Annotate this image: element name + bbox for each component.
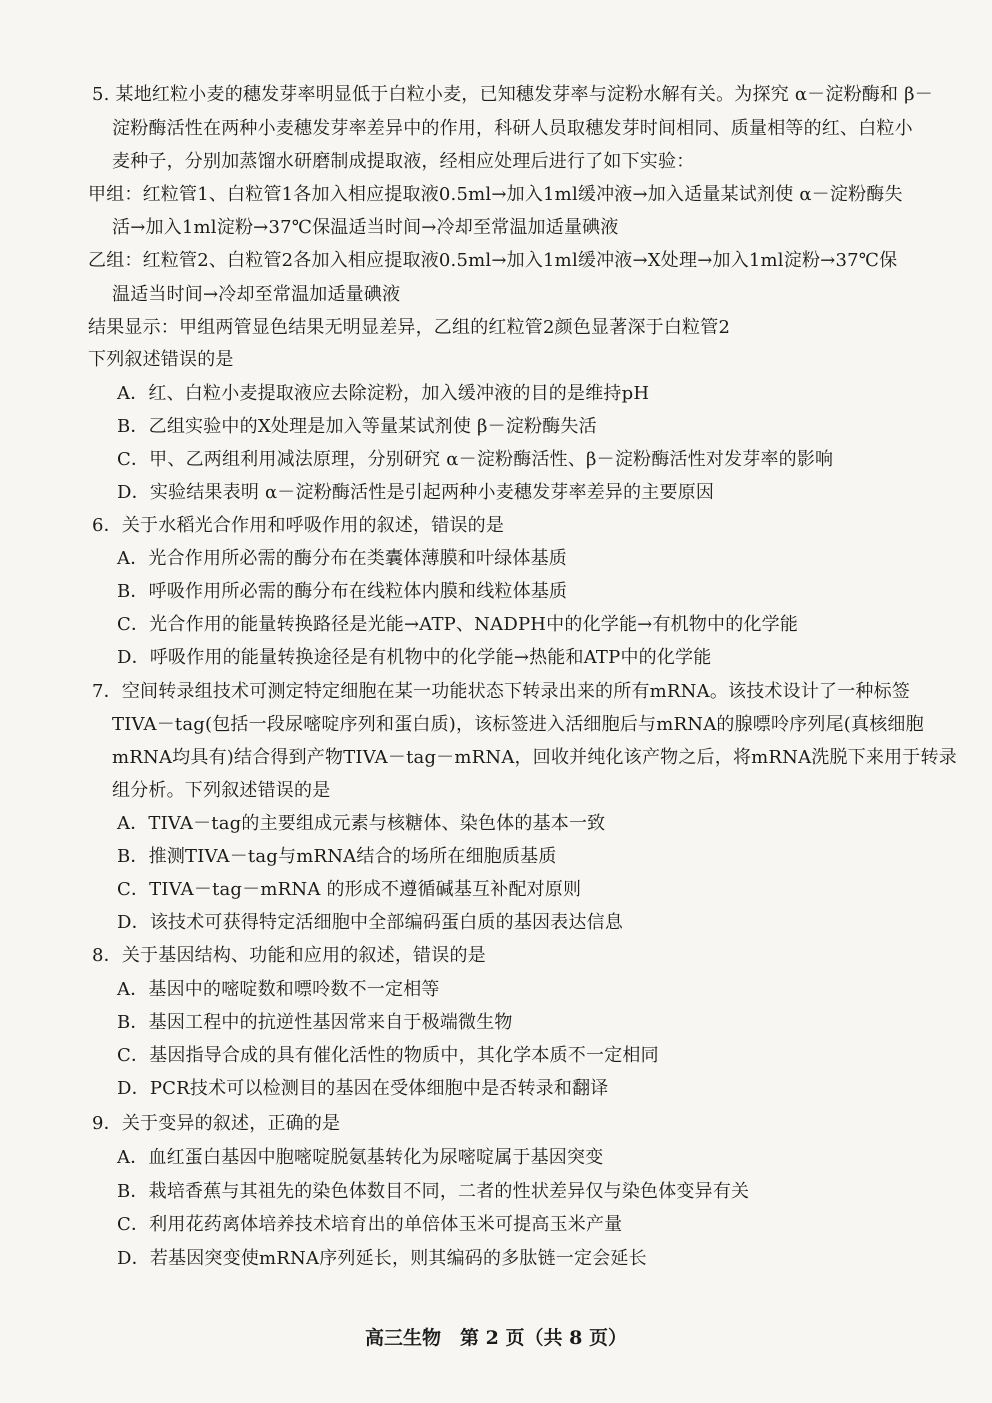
- q6-option-b: B．呼吸作用所必需的酶分布在线粒体内膜和线粒体基质: [117, 581, 568, 602]
- q8-option-d: D．PCR技术可以检测目的基因在受体细胞中是否转录和翻译: [117, 1078, 609, 1099]
- page-footer: 高三生物 第 2 页（共 8 页）: [365, 1327, 627, 1349]
- q5-group-b-line-2: 温适当时间→冷却至常温加适量碘液: [112, 284, 401, 305]
- q7-stem-line-4: 组分析。下列叙述错误的是: [112, 780, 331, 801]
- q7-option-c: C．TIVA－tag－mRNA 的形成不遵循碱基互补配对原则: [117, 879, 582, 900]
- q5-stem-line-1: 5. 某地红粒小麦的穗发芽率明显低于白粒小麦，已知穗发芽率与淀粉水解有关。为探究 α－淀粉酶和 β－: [92, 84, 933, 105]
- q9-option-b: B．栽培香蕉与其祖先的染色体数目不同，二者的性状差异仅与染色体变异有关: [117, 1181, 750, 1202]
- q7-stem-line-2: TIVA－tag(包括一段尿嘧啶序列和蛋白质)，该标签进入活细胞后与mRNA的腺嘌呤序列尾(真核细胞: [112, 714, 924, 735]
- q5-option-a: A．红、白粒小麦提取液应去除淀粉，加入缓冲液的目的是维持pH: [117, 383, 650, 404]
- q8-option-b: B．基因工程中的抗逆性基因常来自于极端微生物: [117, 1012, 513, 1033]
- q6-option-d: D．呼吸作用的能量转换途径是有机物中的化学能→热能和ATP中的化学能: [117, 647, 712, 668]
- q5-group-b-line-1: 乙组：红粒管2、白粒管2各加入相应提取液0.5ml→加入1ml缓冲液→X处理→加入1ml淀粉→37℃保: [88, 250, 898, 271]
- q7-stem-line-1: 7．空间转录组技术可测定特定细胞在某一功能状态下转录出来的所有mRNA。该技术设计了一种标签: [92, 681, 911, 702]
- q7-option-d: D．该技术可获得特定活细胞中全部编码蛋白质的基因表达信息: [117, 912, 624, 933]
- q7-stem-line-3: mRNA均具有)结合得到产物TIVA－tag－mRNA，回收并纯化该产物之后，将mRNA洗脱下来用于转录: [112, 747, 957, 768]
- q9-option-c: C．利用花药离体培养技术培育出的单倍体玉米可提高玉米产量: [117, 1214, 623, 1235]
- q5-result: 结果显示：甲组两管显色结果无明显差异，乙组的红粒管2颜色显著深于白粒管2: [88, 317, 731, 338]
- q5-group-a-line-2: 活→加入1ml淀粉→37℃保温适当时间→冷却至常温加适量碘液: [112, 217, 619, 238]
- q5-stem-line-2: 淀粉酶活性在两种小麦穗发芽率差异中的作用，科研人员取穗发芽时间相同、质量相等的红、白粒小: [112, 118, 913, 139]
- q9-option-d: D．若基因突变使mRNA序列延长，则其编码的多肽链一定会延长: [117, 1248, 647, 1269]
- q9-option-a: A．血红蛋白基因中胞嘧啶脱氨基转化为尿嘧啶属于基因突变: [117, 1147, 604, 1168]
- q8-option-c: C．基因指导合成的具有催化活性的物质中，其化学本质不一定相同: [117, 1045, 659, 1066]
- q8-option-a: A．基因中的嘧啶数和嘌呤数不一定相等: [117, 979, 440, 1000]
- q5-ask: 下列叙述错误的是: [88, 349, 234, 370]
- q5-option-b: B．乙组实验中的X处理是加入等量某试剂使 β－淀粉酶失活: [117, 416, 597, 437]
- q6-stem: 6．关于水稻光合作用和呼吸作用的叙述，错误的是: [92, 515, 505, 536]
- q7-option-a: A．TIVA－tag的主要组成元素与核糖体、染色体的基本一致: [117, 813, 606, 834]
- q5-stem-line-3: 麦种子，分别加蒸馏水研磨制成提取液，经相应处理后进行了如下实验：: [112, 151, 695, 172]
- q9-stem: 9．关于变异的叙述，正确的是: [92, 1113, 341, 1134]
- q5-option-c: C．甲、乙两组利用减法原理，分别研究 α－淀粉酶活性、β－淀粉酶活性对发芽率的影响: [117, 449, 834, 470]
- q8-stem: 8．关于基因结构、功能和应用的叙述，错误的是: [92, 945, 486, 966]
- q6-option-a: A．光合作用所必需的酶分布在类囊体薄膜和叶绿体基质: [117, 548, 567, 569]
- q7-option-b: B．推测TIVA－tag与mRNA结合的场所在细胞质基质: [117, 846, 557, 867]
- q5-option-d: D．实验结果表明 α－淀粉酶活性是引起两种小麦穗发芽率差异的主要原因: [117, 482, 715, 503]
- q6-option-c: C．光合作用的能量转换路径是光能→ATP、NADPH中的化学能→有机物中的化学能: [117, 614, 799, 635]
- q5-group-a-line-1: 甲组：红粒管1、白粒管1各加入相应提取液0.5ml→加入1ml缓冲液→加入适量某试剂使 α－淀粉酶失: [88, 184, 903, 205]
